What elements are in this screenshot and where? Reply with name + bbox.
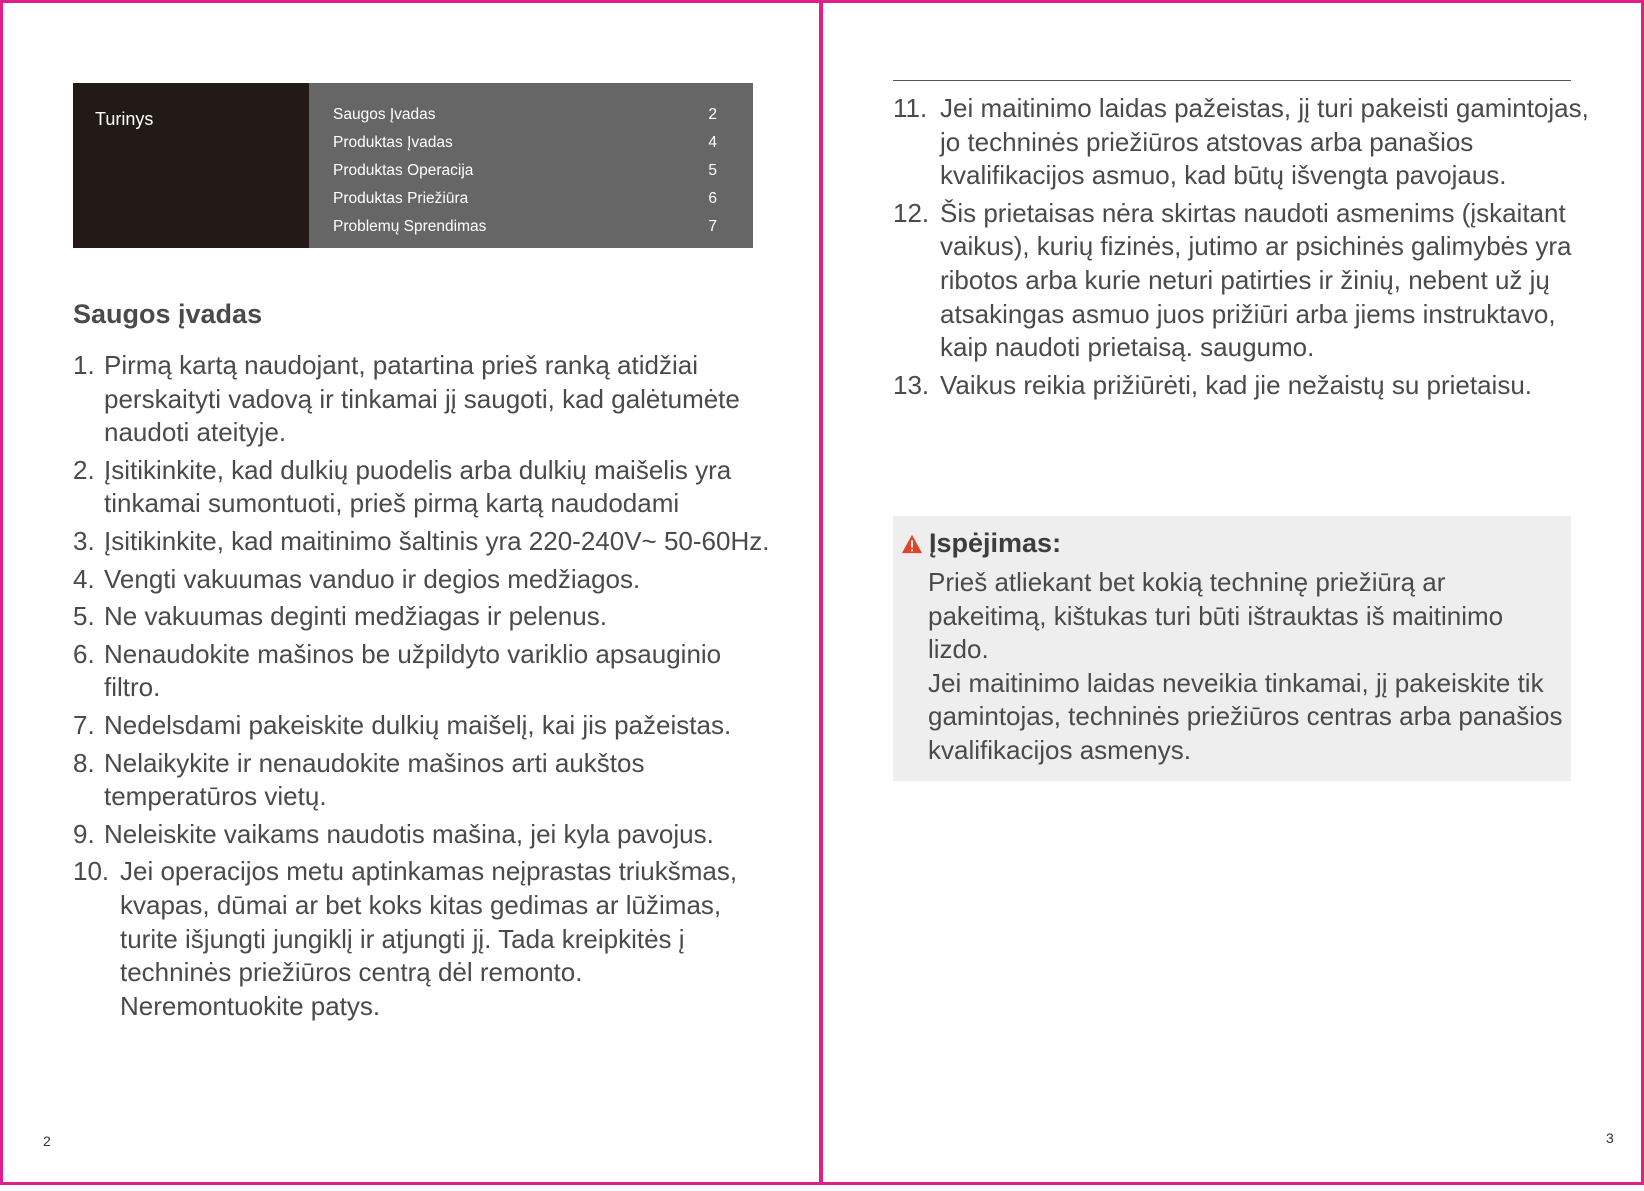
item-number: 4. bbox=[73, 563, 102, 594]
list-item bbox=[893, 197, 1593, 365]
item-text: Jei operacijos metu aptinkamas neįprastas triukšmas, kvapas, dūmai ar bet koks kitas gedimas ar lūžimas, turite išjungti jungiklį ir atjungti jį. Tada kreipkitės į techninės priežiūros centrą dėl remonto. Neremontuokite patys. bbox=[120, 856, 738, 1021]
warning-paragraph: Prieš atliekant bet kokią techninę priežiūrą ar pakeitimą, kištukas turi būti ištrauktas iš maitinimo lizdo. bbox=[928, 567, 1504, 665]
item-text: Ne vakuumas deginti medžiagas ir pelenus. bbox=[104, 601, 607, 632]
page-number-left: 2 bbox=[43, 1133, 51, 1149]
item-number: 2. bbox=[73, 454, 102, 485]
safety-list-left bbox=[73, 349, 773, 1027]
toc-item-page: 7 bbox=[708, 218, 717, 235]
item-text: Vengti vakuumas vanduo ir degios medžiagos. bbox=[104, 563, 641, 594]
toc-item-page: 6 bbox=[708, 190, 717, 207]
list-item bbox=[73, 454, 773, 521]
list-item bbox=[73, 818, 773, 852]
warning-title: Įspėjimas: bbox=[929, 528, 1062, 558]
safety-list-right bbox=[893, 92, 1593, 406]
list-item bbox=[73, 600, 773, 634]
section-title: Saugos įvadas bbox=[73, 299, 263, 329]
item-text: Nedelsdami pakeiskite dulkių maišelį, kai jis pažeistas. bbox=[104, 709, 732, 740]
item-text: Nenaudokite mašinos be užpildyto variklio apsauginio filtro. bbox=[104, 638, 722, 703]
item-text: Neleiskite vaikams naudotis mašina, jei kyla pavojus. bbox=[104, 818, 714, 849]
top-divider bbox=[893, 80, 1571, 81]
toc-item-label: Produktas Operacija bbox=[333, 162, 474, 179]
item-text: Įsitikinkite, kad maitinimo šaltinis yra 220-240V~ 50-60Hz. bbox=[104, 525, 770, 556]
warning-box bbox=[893, 516, 1571, 781]
list-item bbox=[73, 525, 773, 559]
toc-title-box bbox=[73, 83, 309, 248]
list-item bbox=[73, 747, 773, 814]
toc-item[interactable] bbox=[309, 157, 753, 185]
item-number: 12. bbox=[893, 197, 937, 228]
item-number: 11. bbox=[893, 93, 935, 123]
toc-item-label: Saugos Įvadas bbox=[333, 106, 436, 123]
toc-item-page: 2 bbox=[708, 106, 717, 123]
list-item bbox=[73, 709, 773, 743]
table-of-contents bbox=[73, 83, 753, 248]
list-item bbox=[73, 563, 773, 597]
list-item bbox=[893, 369, 1593, 403]
toc-title: Turinys bbox=[95, 109, 154, 129]
toc-item-label: Produktas Įvadas bbox=[333, 134, 453, 151]
item-number: 7. bbox=[73, 709, 102, 740]
item-number: 5. bbox=[73, 601, 102, 632]
list-item bbox=[73, 349, 773, 450]
item-text: Įsitikinkite, kad dulkių puodelis arba dulkių maišelis yra tinkamai sumontuoti, prieš pirmą kartą naudodami bbox=[104, 454, 732, 519]
toc-item[interactable] bbox=[309, 129, 753, 157]
toc-item[interactable] bbox=[309, 185, 753, 213]
toc-list bbox=[309, 83, 753, 248]
toc-item[interactable] bbox=[309, 101, 753, 129]
list-item bbox=[893, 92, 1593, 193]
item-text: Vaikus reikia prižiūrėti, kad jie nežaistų su prietaisu. bbox=[940, 369, 1533, 400]
item-number: 9. bbox=[73, 818, 102, 849]
warning-paragraph: Jei maitinimo laidas neveikia tinkamai, jį pakeiskite tik gamintojas, techninės priežiūros centras arba panašios kvalifikacijos asmenys. bbox=[928, 667, 1563, 765]
toc-item-label: Problemų Sprendimas bbox=[333, 218, 487, 235]
list-item bbox=[73, 638, 773, 705]
toc-item-page: 5 bbox=[708, 162, 717, 179]
item-text: Nelaikykite ir nenaudokite mašinos arti aukštos temperatūros vietų. bbox=[104, 747, 645, 812]
warning-header bbox=[901, 528, 1061, 559]
item-text: Pirmą kartą naudojant, patartina prieš ranką atidžiai perskaityti vadovą ir tinkamai jį saugoti, kad galėtumėte naudoti ateityje. bbox=[104, 350, 740, 448]
item-text: Jei maitinimo laidas pažeistas, jį turi pakeisti gamintojas, jo techninės priežiūros atstovas arba panašios kvalifikacijos asmuo, kad būtų išvengta pavojaus. bbox=[940, 93, 1589, 191]
item-number: 6. bbox=[73, 638, 102, 669]
item-number: 8. bbox=[73, 747, 102, 778]
toc-item-label: Produktas Priežiūra bbox=[333, 190, 469, 207]
list-item bbox=[73, 855, 773, 1023]
warning-body bbox=[928, 566, 1568, 768]
item-number: 3. bbox=[73, 525, 102, 556]
toc-item[interactable] bbox=[309, 213, 753, 241]
warning-icon bbox=[901, 533, 923, 555]
item-text: Šis prietaisas nėra skirtas naudoti asmenims (įskaitant vaikus), kurių fizinės, jutimo ar psichinės galimybės yra ribotos arba kurie neturi patirties ir žinių, nebent už jų atsakingas asmuo juos prižiūri arba jiems instruktavo, kaip naudoti prietaisą. saugumo. bbox=[940, 197, 1572, 363]
toc-item-page: 4 bbox=[708, 134, 717, 151]
left-page bbox=[0, 0, 822, 1185]
item-number: 10. bbox=[73, 856, 117, 887]
item-number: 13. bbox=[893, 369, 937, 400]
page-number-right: 3 bbox=[1606, 1130, 1614, 1146]
item-number: 1. bbox=[73, 350, 102, 380]
